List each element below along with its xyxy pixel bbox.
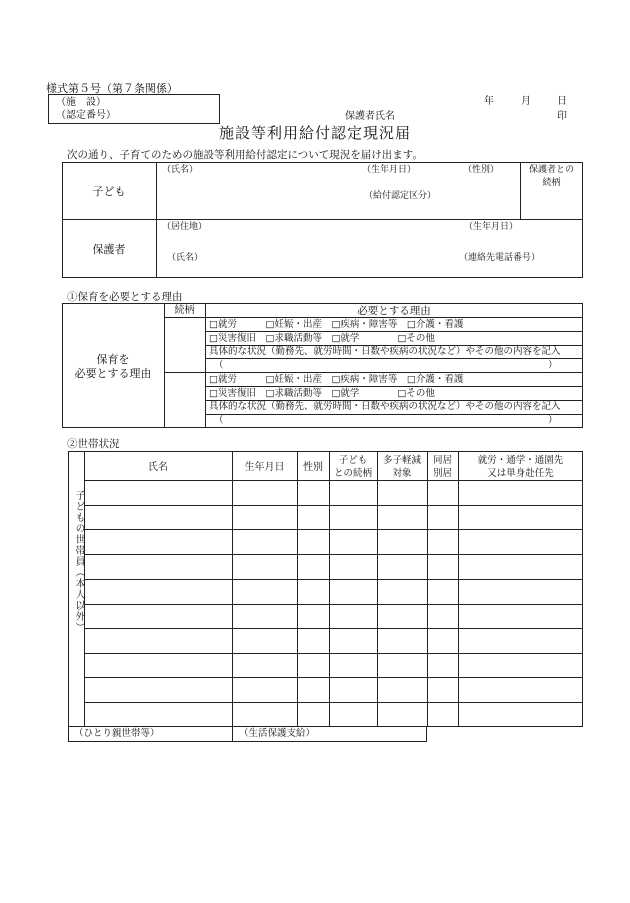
care-row-label-1: 保育を: [96, 353, 130, 366]
child-birth-label: （生年月日）: [362, 165, 417, 175]
child-sex-label: （性別）: [463, 165, 500, 175]
guardian-birth-label: （生年月日）: [464, 222, 519, 232]
cert-number-label: （認定番号）: [56, 110, 116, 121]
col-relation-1: 子ども: [338, 455, 368, 466]
col-sex: 性別: [303, 462, 323, 473]
relation-label-1: 保護者との: [528, 165, 574, 175]
care-detail-open-paren: （: [214, 360, 224, 371]
child-name-label: （氏名）: [162, 165, 199, 175]
care-relation-header: 続柄: [174, 305, 195, 316]
care-detail-instruction: 具体的な状況（勤務先、就労時間・日数や疾病の状況など）やその他の内容を記入: [209, 346, 561, 357]
seal-label: 印: [557, 111, 567, 122]
day-label: 日: [557, 96, 567, 107]
page-title: 施設等利用給付認定現況届: [218, 124, 411, 142]
col-multi-2: 対象: [392, 468, 412, 479]
col-birth: 生年月日: [244, 462, 285, 473]
single-parent-label: （ひとり親世帯等）: [74, 728, 160, 739]
household-section-heading: ②世帯状況: [67, 438, 120, 450]
care-section-heading: ①保育を必要とする理由: [67, 291, 183, 303]
child-row-label: 子ども: [92, 185, 126, 198]
guardian-name-field-label: （氏名）: [167, 253, 204, 263]
month-label: 月: [521, 96, 531, 107]
col-work-1: 就労・通学・通園先: [477, 455, 564, 466]
col-cohab-2: 別居: [432, 468, 452, 479]
care-detail-close-paren: ）: [548, 415, 558, 426]
facility-label: （施 設）: [56, 97, 106, 108]
col-work-2: 又は単身赴任先: [487, 468, 554, 479]
care-reasons-row-a: □就労 □妊娠・出産 □疾病・障害等 □介護・看護: [209, 374, 464, 385]
household-side-label: 子どもの世帯員（本人以外）: [73, 490, 84, 633]
year-label: 年: [484, 96, 494, 107]
guardian-name-label: 保護者氏名: [345, 111, 395, 122]
col-relation-2: との続柄: [333, 468, 372, 479]
col-name: 氏名: [148, 462, 168, 473]
col-cohab-1: 同居: [432, 455, 452, 466]
col-multi-1: 多子軽減: [382, 455, 421, 466]
relation-label-2: 続柄: [542, 178, 561, 188]
intro-text: 次の通り、子育てのための施設等利用給付認定について現況を届け出ます。: [67, 149, 423, 161]
care-detail-close-paren: ）: [548, 360, 558, 371]
guardian-phone-label: （連絡先電話番号）: [459, 253, 541, 263]
care-detail-instruction: 具体的な状況（勤務先、就労時間・日数や疾病の状況など）やその他の内容を記入: [209, 401, 561, 412]
care-reasons-row-b: □災害復旧 □求職活動等 □就学 □その他: [209, 388, 435, 399]
care-detail-open-paren: （: [214, 415, 224, 426]
care-reasons-row-a: □就労 □妊娠・出産 □疾病・障害等 □介護・看護: [209, 319, 464, 330]
guardian-row-label: 保護者: [92, 243, 126, 256]
cert-category-label: （給付認定区分）: [364, 191, 437, 201]
household-table: [68, 451, 583, 727]
form-number: 様式第５号（第７条関係）: [46, 82, 178, 95]
guardian-address-label: （居住地）: [162, 222, 208, 232]
care-row-label-2: 必要とする理由: [74, 367, 152, 380]
care-reason-header: 必要とする理由: [357, 305, 431, 317]
welfare-label: （生活保護支給）: [239, 728, 316, 739]
care-reasons-row-b: □災害復旧 □求職活動等 □就学 □その他: [209, 333, 435, 344]
